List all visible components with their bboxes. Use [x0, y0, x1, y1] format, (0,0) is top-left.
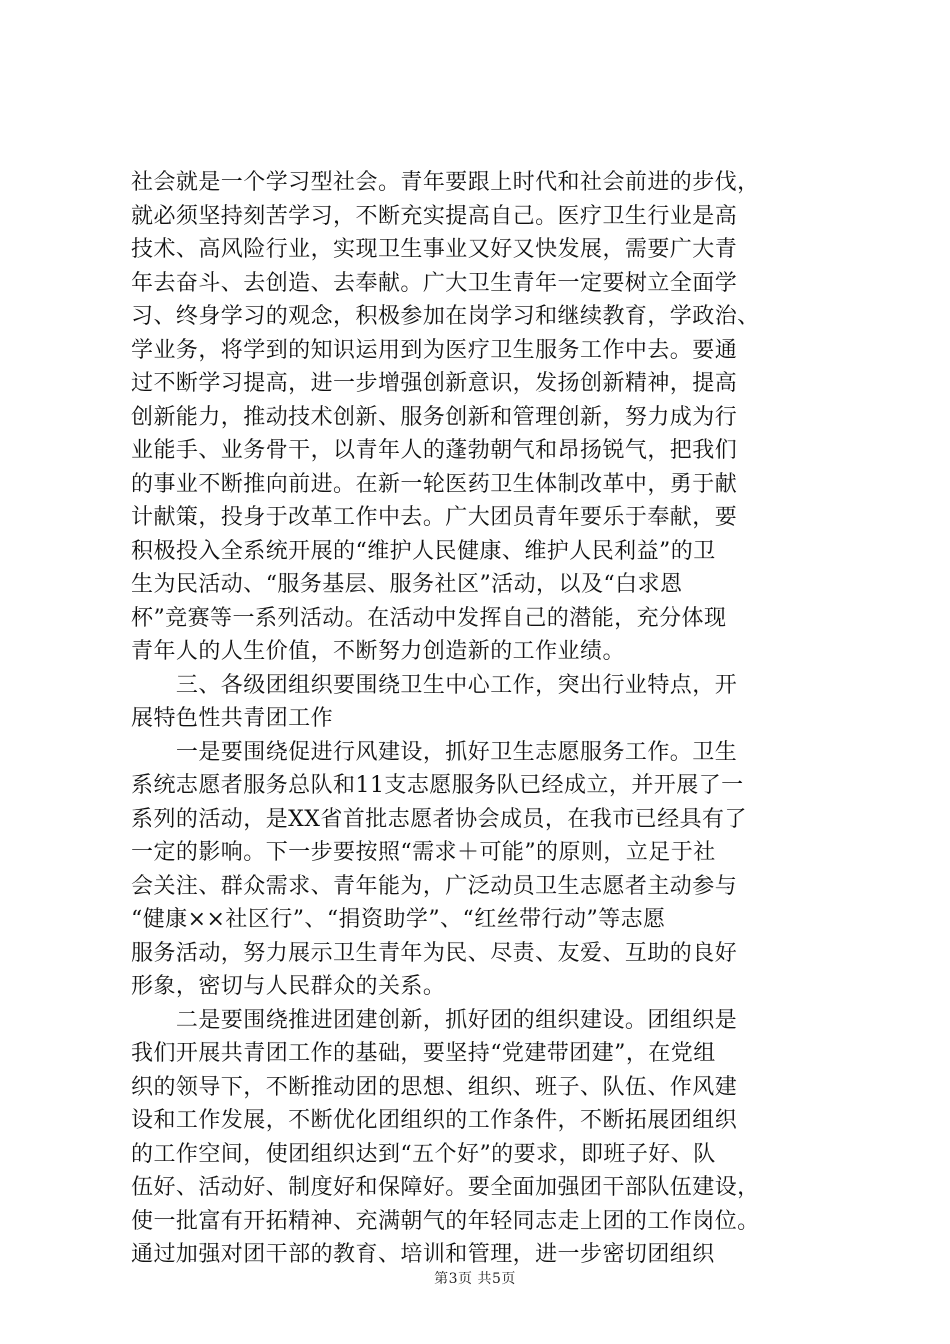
text-line: 技术、高风险行业，实现卫生事业又好又快发展，需要广大青 [131, 237, 738, 262]
text-line: 积极投入全系统开展的“维护人民健康、维护人民利益”的卫 [131, 538, 716, 564]
text-line: 系列的活动，是XX省首批志愿者协会成员，在我市已经具有了 [131, 806, 747, 832]
text-line: 一定的影响。下一步要按照“需求＋可能”的原则，立足于社 [131, 840, 716, 865]
text-line: 伍好、活动好、制度好和保障好。要全面加强团干部队伍建设， [131, 1175, 760, 1200]
text-line: 青年人的人生价值，不断努力创造新的工作业绩。 [131, 639, 625, 664]
text-line: 展特色性共青团工作 [131, 706, 334, 731]
text-line: 就必须坚持刻苦学习，不断充实提高自己。医疗卫生行业是高 [131, 203, 738, 229]
text-line: 织的领导下，不断推动团的思想、组织、班子、队伍、作风建 [131, 1074, 738, 1100]
text-line: 二是要围绕推进团建创新，抓好团的组织建设。团组织是 [131, 1007, 738, 1033]
text-line: 三、各级团组织要围绕卫生中心工作，突出行业特点，开 [131, 672, 738, 698]
text-line: 杯”竞赛等一系列活动。在活动中发挥自己的潜能，充分体现 [131, 605, 727, 631]
body-text [131, 166, 851, 1272]
text-line: 业能手、业务骨干，以青年人的蓬勃朝气和昂扬锐气，把我们 [131, 438, 738, 463]
text-line: 形象，密切与人民群众的关系。 [131, 974, 446, 999]
text-line: 的工作空间，使团组织达到“五个好”的要求，即班子好、队 [131, 1141, 716, 1167]
page-footer: 第3页 共5页 [434, 1271, 516, 1287]
text-line: 系统志愿者服务总队和11支志愿服务队已经成立，并开展了一 [131, 773, 744, 798]
text-line: 年去奋斗、去创造、去奉献。广大卫生青年一定要树立全面学 [131, 270, 738, 296]
text-line: 生为民活动、“服务基层、服务社区”活动，以及“白求恩 [131, 572, 683, 597]
text-line: 过不断学习提高，进一步增强创新意识，发扬创新精神，提高 [131, 371, 738, 396]
text-line: 社会就是一个学习型社会。青年要跟上时代和社会前进的步伐， [131, 170, 760, 195]
text-line: 服务活动，努力展示卫生青年为民、尽责、友爱、互助的良好 [131, 940, 738, 966]
text-line: 学业务，将学到的知识运用到为医疗卫生服务工作中去。要通 [131, 337, 738, 363]
text-line: 一是要围绕促进行风建设，抓好卫生志愿服务工作。卫生 [131, 739, 738, 765]
text-line: 计献策，投身于改革工作中去。广大团员青年要乐于奉献，要 [131, 505, 738, 530]
text-line: 习、终身学习的观念，积极参加在岗学习和继续教育，学政治、 [131, 304, 760, 329]
text-line: 创新能力，推动技术创新、服务创新和管理创新，努力成为行 [131, 404, 738, 430]
text-line: 会关注、群众需求、青年能为，广泛动员卫生志愿者主动参与 [131, 873, 738, 899]
text-line: 我们开展共青团工作的基础，要坚持“党建带团建”，在党组 [131, 1041, 716, 1066]
text-line: 的事业不断推向前进。在新一轮医药卫生体制改革中，勇于献 [131, 471, 738, 497]
text-line: 通过加强对团干部的教育、培训和管理，进一步密切团组织 [131, 1242, 715, 1267]
text-line: 设和工作发展，不断优化团组织的工作条件，不断拓展团组织 [131, 1108, 738, 1133]
text-line: “健康××社区行”、“捐资助学”、“红丝带行动”等志愿 [131, 907, 666, 932]
text-line: 使一批富有开拓精神、充满朝气的年轻同志走上团的工作岗位。 [131, 1208, 760, 1234]
